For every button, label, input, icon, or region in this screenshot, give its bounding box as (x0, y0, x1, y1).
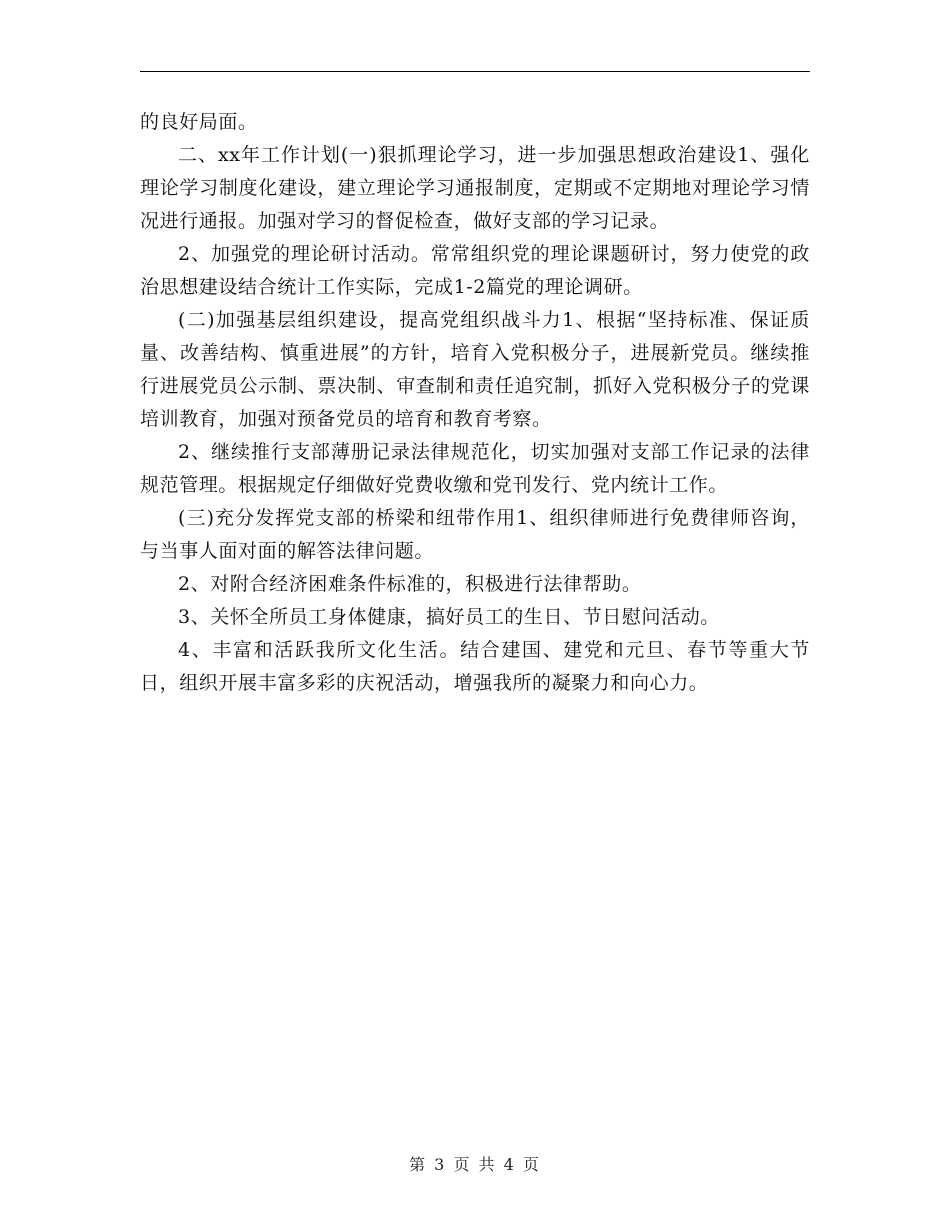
paragraph-section-two-theory-study: 二、xx年工作计划(一)狠抓理论学习，进一步加强思想政治建设1、强化理论学习制度化建设，建立理论学习通报制度，定期或不定期地对理论学习情况进行通报。加强对学习的督促检查，做好支部的学习记录。 (140, 144, 810, 232)
paragraph-legal-aid: 2、对附合经济困难条件标准的，积极进行法律帮助。 (178, 573, 642, 595)
paragraph-organization-building: (二)加强基层组织建设，提高党组织战斗力1、根据“坚持标准、保证质量、改善结构、慎重进展”的方针，培育入党积极分子，进展新党员。继续推行进展党员公示制、票决制、审查制和责任追究制，抓好入党积极分子的党课培训教育，加强对预备党员的培育和教育考察。 (140, 309, 810, 430)
page-footer: 第 3 页 共 4 页 (409, 1155, 541, 1174)
header-rule (140, 71, 810, 72)
paragraph-bridge-role: (三)充分发挥党支部的桥梁和纽带作用1、组织律师进行免费律师咨询，与当事人面对面的解答法律问题。 (140, 507, 810, 562)
paragraph-continuation: 的良好局面。 (140, 111, 258, 133)
document-body (140, 106, 810, 700)
paragraph-branch-records: 2、继续推行支部薄册记录法律规范化，切实加强对支部工作记录的法律规范管理。根据规定仔细做好党费收缴和党刊发行、党内统计工作。 (140, 441, 810, 496)
paragraph-staff-care: 3、关怀全所员工身体健康，搞好员工的生日、节日慰问活动。 (178, 606, 720, 628)
paragraph-cultural-life: 4、丰富和活跃我所文化生活。结合建国、建党和元旦、春节等重大节日，组织开展丰富多彩的庆祝活动，增强我所的凝聚力和向心力。 (140, 639, 810, 694)
paragraph-theory-research: 2、加强党的理论研讨活动。常常组织党的理论课题研讨，努力使党的政治思想建设结合统计工作实际，完成1-2篇党的理论调研。 (140, 243, 810, 298)
